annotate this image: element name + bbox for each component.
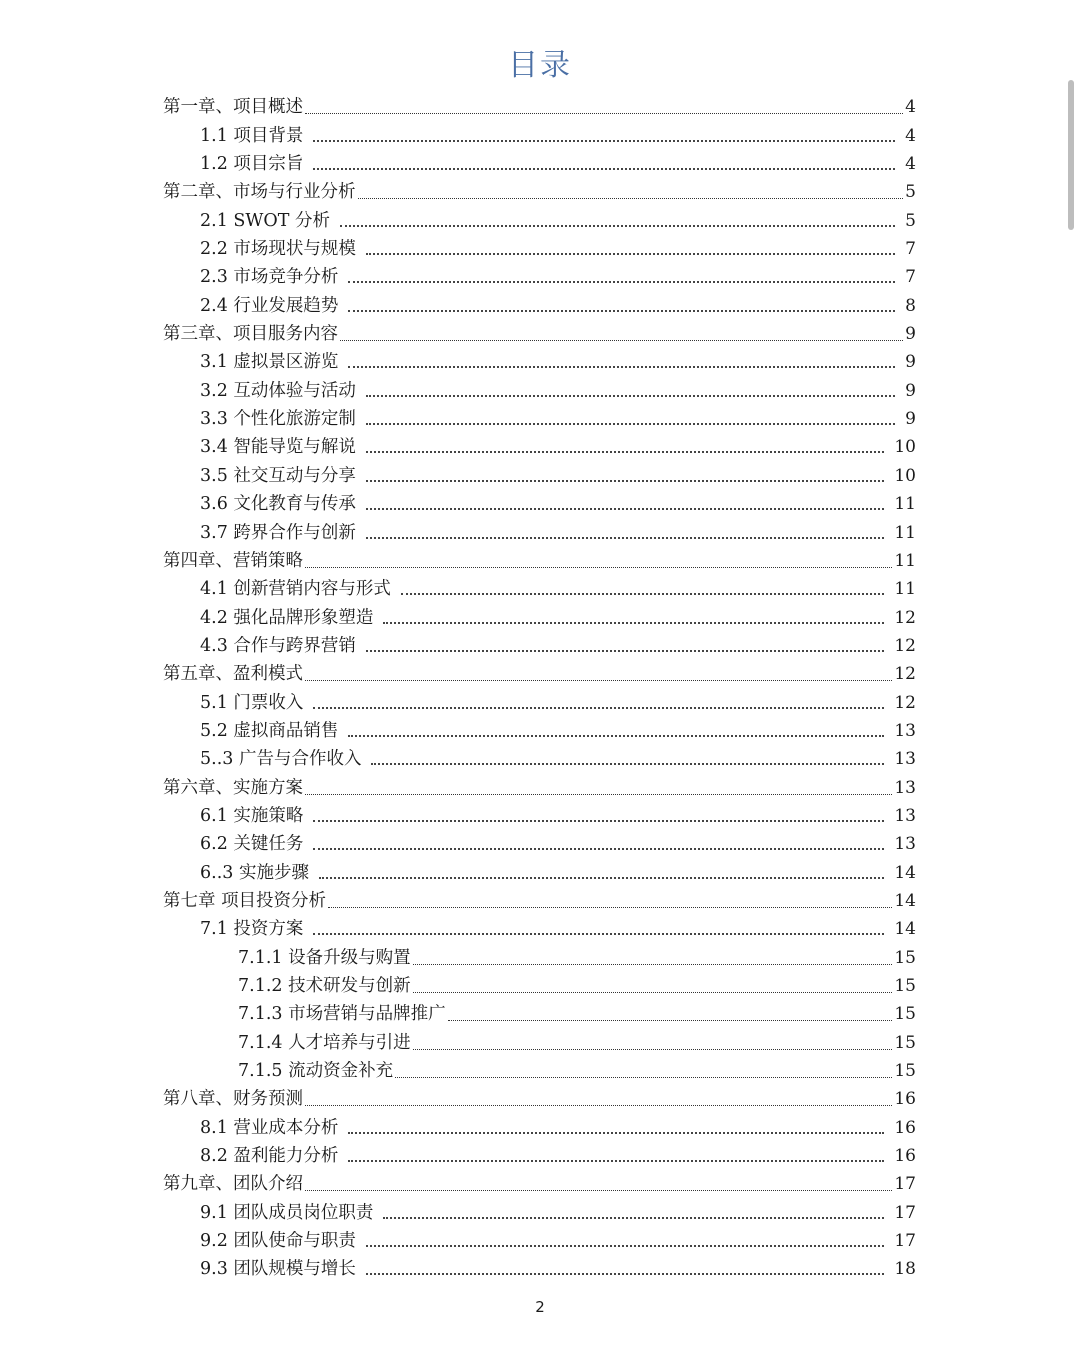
toc-leader-dots <box>348 735 884 737</box>
toc-entry-page: 5 <box>905 182 916 203</box>
toc-entry-label: 第六章、实施方案 <box>163 777 303 798</box>
toc-entry-label: 3.7 跨界合作与创新 <box>200 522 356 543</box>
toc-entry[interactable] <box>163 600 916 628</box>
toc-leader-dots <box>313 820 884 822</box>
toc-entry[interactable] <box>163 1082 916 1110</box>
toc-leader-dots <box>413 1049 893 1050</box>
toc-entry-page: 13 <box>894 834 916 855</box>
toc-entry-page: 9 <box>905 352 916 373</box>
toc-leader-dots <box>401 593 884 595</box>
toc-entry-label: 7.1.1 设备升级与购置 <box>238 947 411 968</box>
toc-entry[interactable] <box>163 884 916 912</box>
toc-leader-dots <box>366 1245 884 1247</box>
toc-entry-page: 13 <box>894 805 916 826</box>
toc-entry-label: 4.1 创新营销内容与形式 <box>200 579 391 600</box>
toc-entry-label: 2.4 行业发展趋势 <box>200 295 339 316</box>
toc-entry-label: 3.5 社交互动与分享 <box>200 465 356 486</box>
toc-entry-label: 第九章、团队介绍 <box>163 1174 303 1195</box>
toc-leader-dots <box>383 622 884 624</box>
toc-entry-label: 6.1 实施策略 <box>200 805 304 826</box>
toc-entry-label: 3.1 虚拟景区游览 <box>200 352 339 373</box>
scrollbar[interactable] <box>1068 80 1074 230</box>
toc-entry-label: 7.1 投资方案 <box>200 919 304 940</box>
toc-entry-label: 6.2 关键任务 <box>200 834 304 855</box>
toc-entry-page: 10 <box>894 465 916 486</box>
toc-entry[interactable] <box>163 1054 916 1082</box>
toc-entry[interactable] <box>163 799 916 827</box>
toc-entry[interactable] <box>163 714 916 742</box>
toc-leader-dots <box>366 423 895 425</box>
toc-entry-label: 8.2 盈利能力分析 <box>200 1146 339 1167</box>
toc-entry-page: 14 <box>894 890 916 911</box>
toc-entry-page: 13 <box>894 777 916 798</box>
toc-entry-label: 9.2 团队使命与职责 <box>200 1231 356 1252</box>
toc-leader-dots <box>313 848 884 850</box>
toc-entry-page: 4 <box>905 125 916 146</box>
toc-entry-label: 9.3 团队规模与增长 <box>200 1259 356 1280</box>
toc-leader-dots <box>371 763 884 765</box>
toc-leader-dots <box>319 877 884 879</box>
toc-entry-label: 第五章、盈利模式 <box>163 664 303 685</box>
toc-entry[interactable] <box>163 260 916 288</box>
toc-entry-label: 3.6 文化教育与传承 <box>200 494 356 515</box>
toc-leader-dots <box>340 225 895 227</box>
toc-entry-page: 16 <box>894 1146 916 1167</box>
toc-entry[interactable] <box>163 1110 916 1138</box>
toc-entry-page: 11 <box>894 550 916 571</box>
toc-entry-page: 4 <box>905 154 916 175</box>
toc-entry[interactable] <box>163 515 916 543</box>
toc-leader-dots <box>313 140 895 142</box>
toc-leader-dots <box>313 707 884 709</box>
toc-leader-dots <box>348 310 895 312</box>
toc-entry-page: 15 <box>894 976 916 996</box>
toc-entry[interactable] <box>163 940 916 968</box>
toc-entry-label: 第七章 项目投资分析 <box>163 890 327 911</box>
toc-entry-label: 1.1 项目背景 <box>200 125 304 146</box>
toc-entry-page: 15 <box>894 947 916 968</box>
toc-entry[interactable] <box>163 855 916 883</box>
toc-entry-page: 5 <box>905 210 916 231</box>
toc-entry[interactable] <box>163 458 916 486</box>
toc-entry-page: 8 <box>905 295 916 316</box>
toc-entry-page: 17 <box>894 1174 916 1195</box>
toc-leader-dots <box>305 567 892 568</box>
toc-entry-label: 6..3 实施步骤 <box>200 862 309 883</box>
toc-leader-dots <box>313 168 895 170</box>
toc-entry-label: 3.4 智能导览与解说 <box>200 437 356 458</box>
toc-entry[interactable] <box>163 969 916 997</box>
toc-entry-label: 2.2 市场现状与规模 <box>200 239 356 260</box>
toc-entry-page: 18 <box>894 1259 916 1280</box>
toc-leader-dots <box>366 1273 884 1275</box>
toc-entry-label: 7.1.5 流动资金补充 <box>238 1061 394 1082</box>
toc-leader-dots <box>348 1160 884 1162</box>
toc-entry-page: 16 <box>894 1117 916 1138</box>
toc-entry[interactable] <box>163 1167 916 1195</box>
toc-entry-label: 7.1.2 技术研发与创新 <box>238 976 411 996</box>
toc-entry[interactable] <box>163 203 916 231</box>
toc-leader-dots <box>366 537 884 539</box>
toc-entry-label: 5.1 门票收入 <box>200 692 304 713</box>
toc-entry-page: 11 <box>894 494 916 515</box>
toc-entry[interactable] <box>163 487 916 515</box>
toc-entry-page: 14 <box>894 862 916 883</box>
toc-entry-page: 16 <box>894 1089 916 1110</box>
toc-leader-dots <box>366 508 884 510</box>
toc-leader-dots <box>305 1105 892 1106</box>
toc-entry-page: 13 <box>894 720 916 741</box>
toc-entry-page: 17 <box>894 1202 916 1223</box>
toc-entry[interactable] <box>163 544 916 572</box>
toc-leader-dots <box>313 933 884 935</box>
toc-entry-label: 第八章、财务预测 <box>163 1089 303 1110</box>
toc-leader-dots <box>413 992 893 993</box>
toc-entry-label: 4.3 合作与跨界营销 <box>200 635 356 656</box>
toc-entry[interactable] <box>163 827 916 855</box>
toc-entry[interactable] <box>163 572 916 600</box>
toc-entry[interactable] <box>163 685 916 713</box>
toc-entry-page: 17 <box>894 1231 916 1252</box>
toc-entry-label: 3.3 个性化旅游定制 <box>200 409 356 430</box>
toc-entry-page: 15 <box>894 1004 916 1025</box>
toc-leader-dots <box>305 113 903 114</box>
toc-entry[interactable] <box>163 742 916 770</box>
toc-entry-page: 13 <box>894 749 916 770</box>
toc-entry-page: 14 <box>894 919 916 940</box>
toc-entry-label: 第三章、项目服务内容 <box>163 324 338 345</box>
toc-entry-label: 第一章、项目概述 <box>163 97 303 118</box>
page-number: 2 <box>535 1298 545 1316</box>
toc-entry-page: 12 <box>894 607 916 628</box>
toc-entry[interactable] <box>163 232 916 260</box>
toc-entry[interactable] <box>163 147 916 175</box>
toc-entry-label: 1.2 项目宗旨 <box>200 154 304 175</box>
toc-entry[interactable] <box>163 90 916 118</box>
toc-entry-page: 7 <box>905 267 916 288</box>
toc-entry[interactable] <box>163 373 916 401</box>
toc-leader-dots <box>305 1190 892 1191</box>
toc-entry-page: 11 <box>894 522 916 543</box>
toc-entry[interactable] <box>163 345 916 373</box>
toc-leader-dots <box>358 198 904 199</box>
table-of-contents <box>163 90 916 1280</box>
toc-entry-label: 8.1 营业成本分析 <box>200 1117 339 1138</box>
toc-entry[interactable] <box>163 1025 916 1053</box>
toc-entry-page: 12 <box>894 635 916 656</box>
toc-leader-dots <box>305 680 892 681</box>
toc-entry[interactable] <box>163 118 916 146</box>
toc-leader-dots <box>305 794 892 795</box>
toc-leader-dots <box>366 480 884 482</box>
toc-entry-label: 3.2 互动体验与活动 <box>200 380 356 401</box>
toc-entry-label: 5.2 虚拟商品销售 <box>200 720 339 741</box>
toc-entry[interactable] <box>163 770 916 798</box>
toc-entry[interactable] <box>163 629 916 657</box>
toc-leader-dots <box>366 395 895 397</box>
toc-entry[interactable] <box>163 912 916 940</box>
toc-entry[interactable] <box>163 402 916 430</box>
toc-leader-dots <box>340 340 903 341</box>
toc-entry[interactable] <box>163 997 916 1025</box>
toc-leader-dots <box>395 1077 892 1078</box>
page-title: 目录 <box>508 48 572 83</box>
toc-entry-page: 7 <box>905 239 916 260</box>
toc-entry[interactable] <box>163 1224 916 1252</box>
toc-entry-page: 15 <box>894 1032 916 1053</box>
toc-entry[interactable] <box>163 657 916 685</box>
toc-entry-label: 9.1 团队成员岗位职责 <box>200 1202 374 1223</box>
toc-leader-dots <box>348 1132 884 1134</box>
toc-entry-page: 12 <box>894 692 916 713</box>
toc-leader-dots <box>348 366 895 368</box>
toc-leader-dots <box>383 1217 884 1219</box>
toc-leader-dots <box>328 907 892 908</box>
toc-entry[interactable] <box>163 288 916 316</box>
toc-entry-page: 10 <box>894 437 916 458</box>
toc-entry-page: 9 <box>905 324 916 345</box>
toc-leader-dots <box>348 281 895 283</box>
toc-entry-label: 2.1 SWOT 分析 <box>200 210 330 231</box>
toc-entry[interactable] <box>163 430 916 458</box>
toc-entry-label: 2.3 市场竞争分析 <box>200 267 339 288</box>
toc-entry[interactable] <box>163 175 916 203</box>
toc-entry-label: 4.2 强化品牌形象塑造 <box>200 607 374 628</box>
toc-leader-dots <box>413 964 893 965</box>
toc-leader-dots <box>366 650 884 652</box>
toc-entry[interactable] <box>163 317 916 345</box>
toc-entry-page: 4 <box>905 97 916 118</box>
toc-entry-label: 5..3 广告与合作收入 <box>200 749 362 770</box>
toc-entry-page: 9 <box>905 380 916 401</box>
toc-entry-page: 15 <box>894 1061 916 1082</box>
toc-entry-page: 9 <box>905 409 916 430</box>
toc-entry-page: 12 <box>894 664 916 685</box>
toc-leader-dots <box>366 253 895 255</box>
toc-entry-label: 7.1.4 人才培养与引进 <box>238 1032 411 1053</box>
toc-entry[interactable] <box>163 1195 916 1223</box>
toc-leader-dots <box>448 1020 893 1021</box>
toc-entry-label: 第四章、营销策略 <box>163 550 303 571</box>
toc-leader-dots <box>366 451 884 453</box>
toc-entry[interactable] <box>163 1139 916 1167</box>
toc-entry-label: 7.1.3 市场营销与品牌推广 <box>238 1004 446 1025</box>
toc-entry-page: 11 <box>894 579 916 600</box>
toc-entry-label: 第二章、市场与行业分析 <box>163 182 356 203</box>
toc-entry[interactable] <box>163 1252 916 1280</box>
